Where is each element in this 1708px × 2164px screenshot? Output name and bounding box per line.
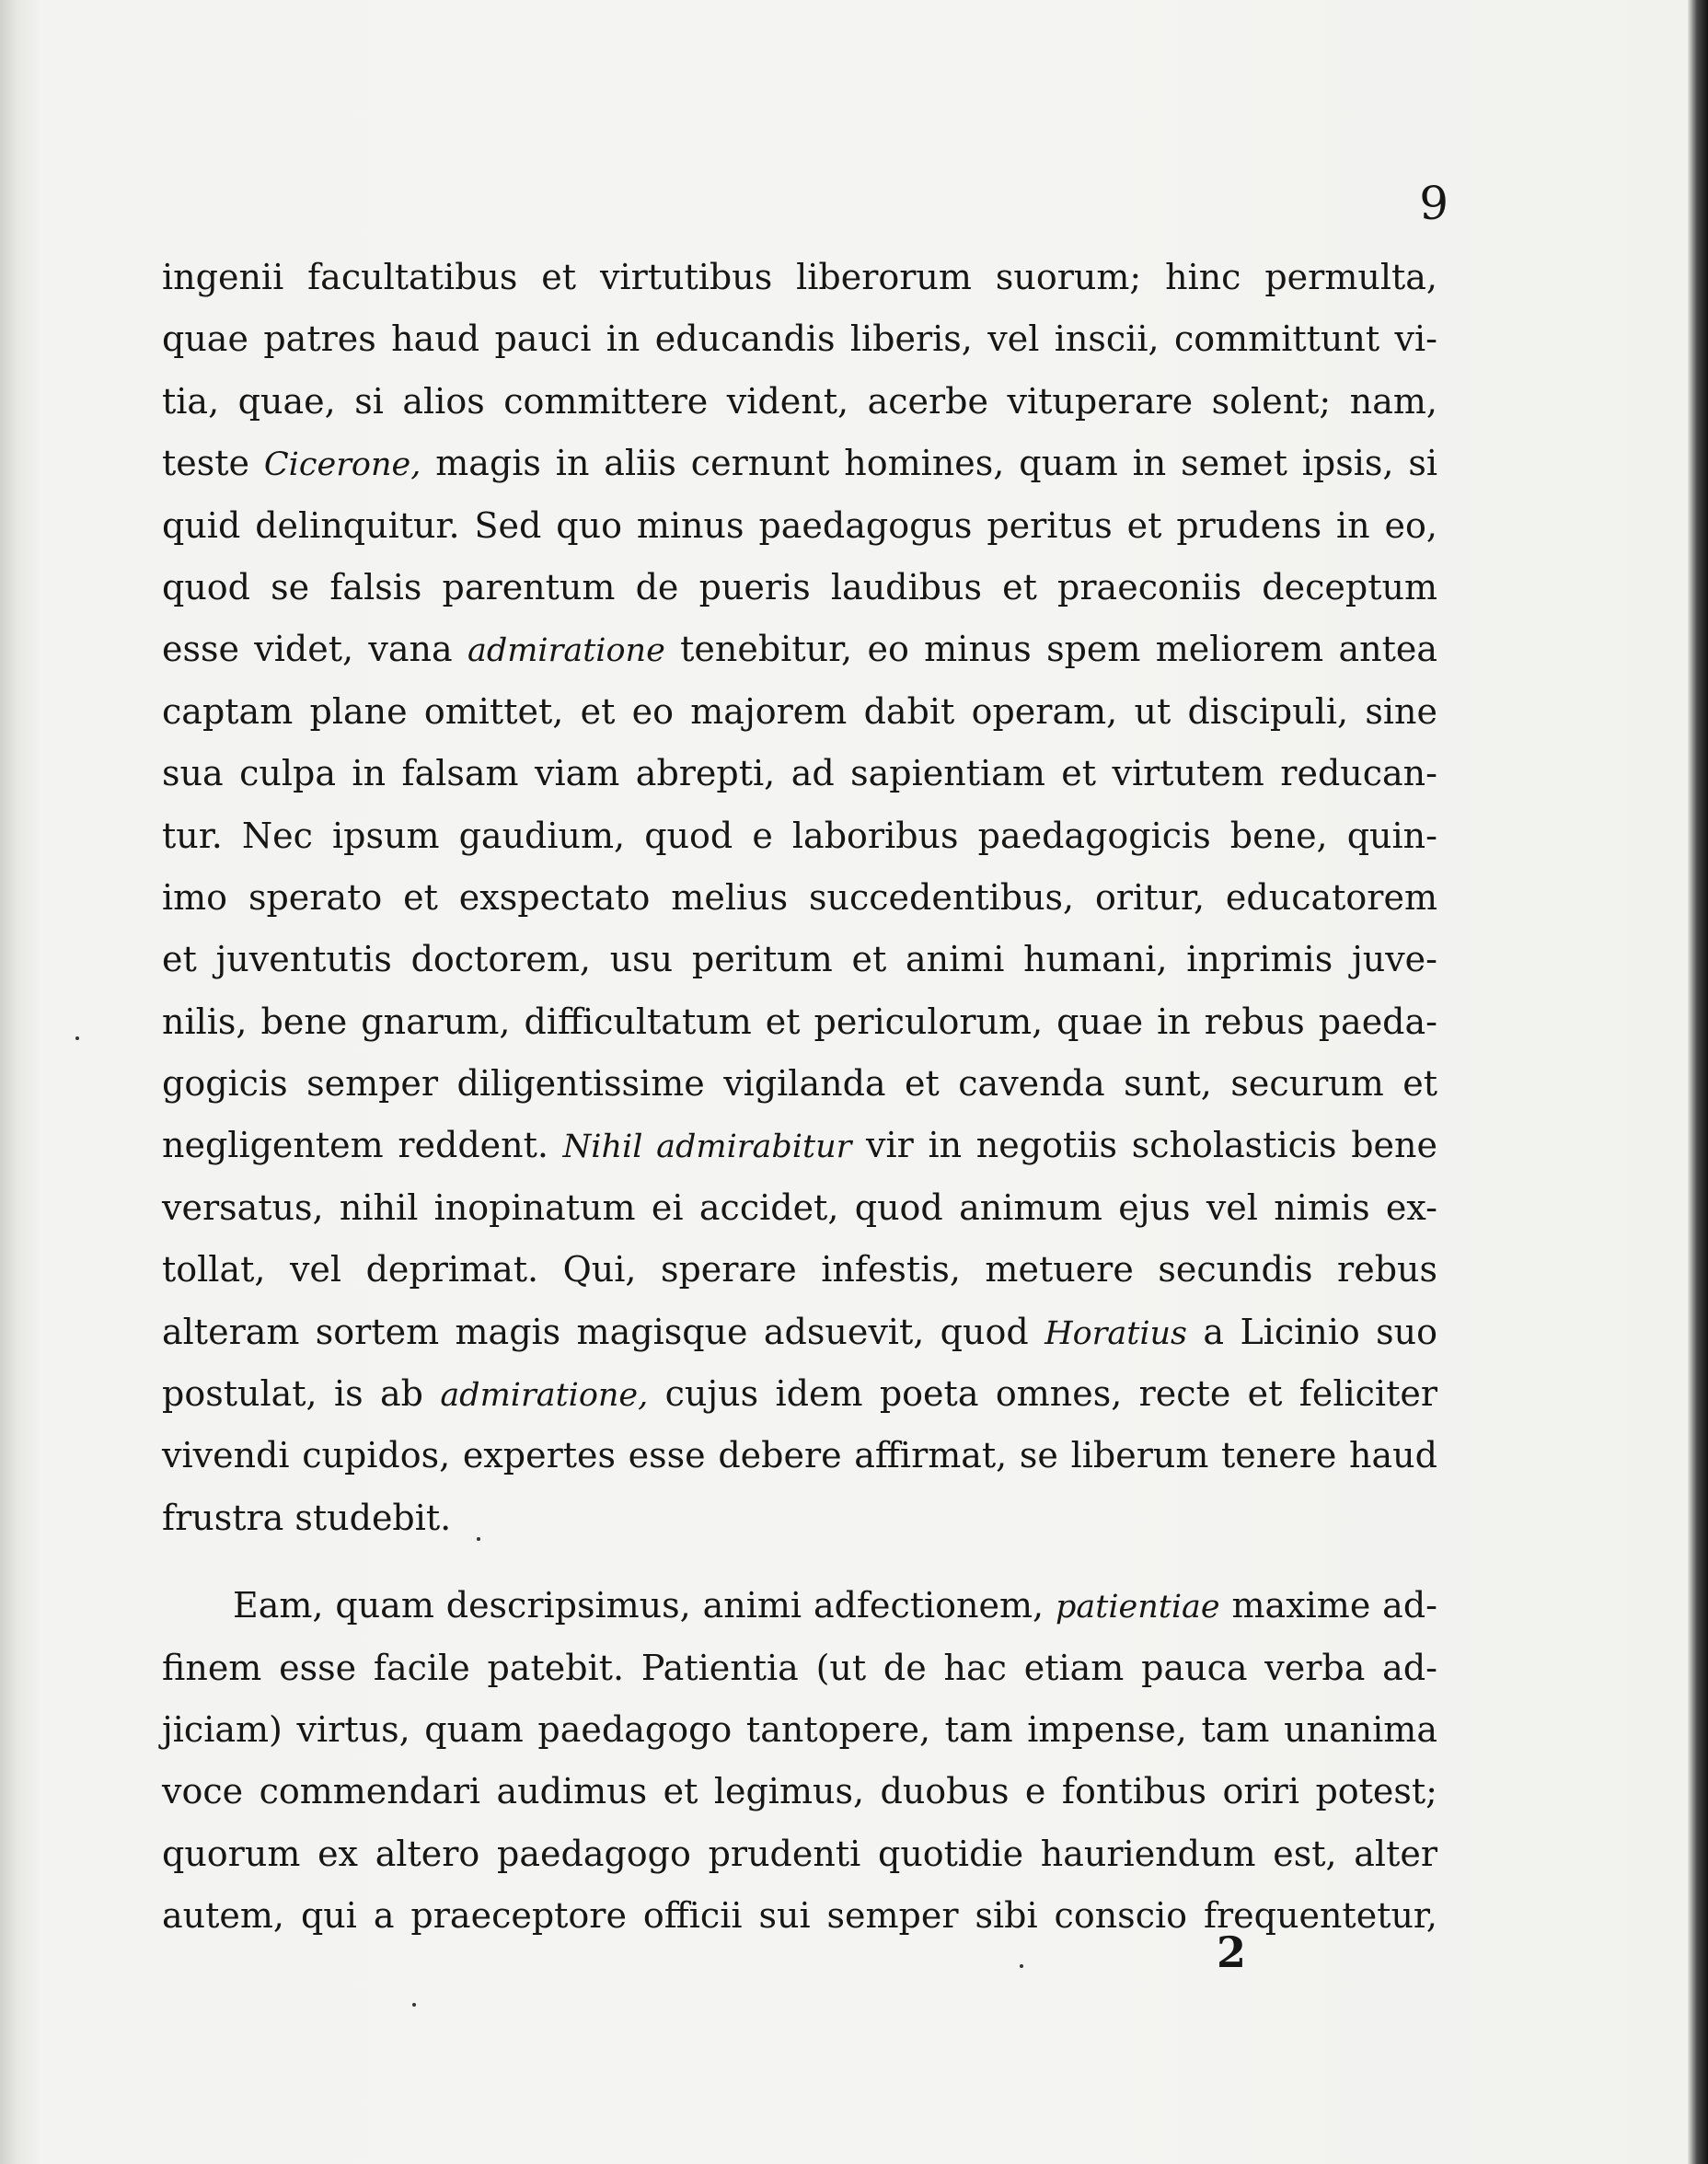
text-run: cujus idem poeta omnes, recte et feliciter (648, 1373, 1438, 1415)
text-run: teste (162, 443, 264, 484)
text-line: quod se falsis parentum de pueris laudibus et praeconiis deceptum (162, 566, 1437, 608)
text-run: negligentem reddent. (162, 1125, 563, 1166)
body-text (162, 247, 1437, 1948)
italic-name: Cicerone, (263, 446, 421, 484)
text-run: postulat, is ab (162, 1373, 441, 1415)
paragraph-1 (162, 247, 1437, 1549)
text-line: nilis, bene gnarum, difficultatum et periculorum, quae in rebus paeda- (162, 1001, 1437, 1042)
text-line: tia, quae, si alios committere vident, acerbe vituperare solent; nam, (162, 380, 1437, 422)
print-speck (75, 1036, 79, 1040)
text-line: imo sperato et exspectato melius succedentibus, oritur, educatorem (162, 876, 1437, 918)
text-line (162, 1115, 1437, 1176)
text-line: gogicis semper diligentissime vigilanda et cavenda sunt, securum et (162, 1063, 1437, 1105)
text-line: ingenii facultatibus et virtutibus liberorum suorum; hinc permulta, (162, 257, 1437, 297)
text-run: a Licinio suo (1187, 1311, 1437, 1352)
text-line (162, 1575, 1437, 1637)
text-line: captam plane omittet, et eo majorem dabit operam, ut discipuli, sine (162, 690, 1437, 732)
italic-term: admiratione (467, 632, 665, 670)
text-line: finem esse facile patebit. Patientia (ut de hac etiam pauca verba ad- (162, 1647, 1437, 1688)
text-run: esse videt, vana (162, 629, 467, 670)
print-speck (412, 2003, 416, 2007)
text-line: versatus, nihil inopinatum ei accidet, quod animum ejus vel nimis ex- (162, 1186, 1437, 1228)
text-run: maxime ad- (1219, 1585, 1438, 1626)
page-number: 9 (1419, 177, 1448, 230)
text-line: tur. Nec ipsum gaudium, quod e laboribus paedagogicis bene, quin- (162, 815, 1437, 856)
paragraph-gap (162, 1549, 1437, 1575)
text-line: quorum ex altero paedagogo prudenti quotidie hauriendum est, alter (162, 1833, 1437, 1874)
italic-name: Horatius (1044, 1314, 1188, 1352)
text-run: vir in negotiis scholasticis bene (851, 1125, 1438, 1166)
print-speck (1020, 1964, 1023, 1968)
text-line: autem, qui a praeceptore officii sui semper sibi conscio frequentetur, (162, 1895, 1437, 1937)
text-run: alteram sortem magis magisque adsuevit, quod (162, 1311, 1045, 1352)
page-edge-shadow (1688, 0, 1708, 2164)
print-speck (477, 1537, 480, 1541)
text-run: tenebitur, eo minus spem meliorem antea (664, 629, 1437, 670)
italic-phrase: Nihil admirabitur (562, 1128, 852, 1166)
text-line: sua culpa in falsam viam abrepti, ad sapientiam et virtutem reducan- (162, 753, 1437, 794)
italic-term: admiratione, (440, 1377, 649, 1415)
text-line: voce commendari audimus et legimus, duobus e fontibus oriri potest; (162, 1771, 1437, 1812)
text-line: et juventutis doctorem, usu peritum et animi humani, inprimis juve- (162, 939, 1437, 980)
paragraph-2 (162, 1575, 1437, 1947)
text-line: quid delinquitur. Sed quo minus paedagogus peritus et prudens in eo, (162, 504, 1437, 546)
text-line: jiciam) virtus, quam paedagogo tantopere, tam impense, tam unanima (162, 1708, 1437, 1750)
italic-term: patientiae (1056, 1589, 1220, 1626)
text-line: frustra studebit. (162, 1497, 452, 1538)
text-run: magis in aliis cernunt homines, quam in semet ipsis, si (421, 443, 1438, 484)
text-line (162, 619, 1437, 680)
text-line: tollat, vel deprimat. Qui, sperare infestis, metuere secundis rebus (162, 1249, 1437, 1290)
text-line: vivendi cupidos, expertes esse debere affirmat, se liberum tenere haud (162, 1435, 1437, 1476)
text-line (162, 1302, 1437, 1363)
text-line (162, 433, 1437, 494)
text-line (162, 1363, 1437, 1425)
text-run: Eam, quam descripsimus, animi adfectionem, (233, 1585, 1056, 1626)
signature-mark: 2 (1217, 1927, 1247, 1977)
text-line: quae patres haud pauci in educandis liberis, vel inscii, committunt vi- (162, 318, 1437, 360)
